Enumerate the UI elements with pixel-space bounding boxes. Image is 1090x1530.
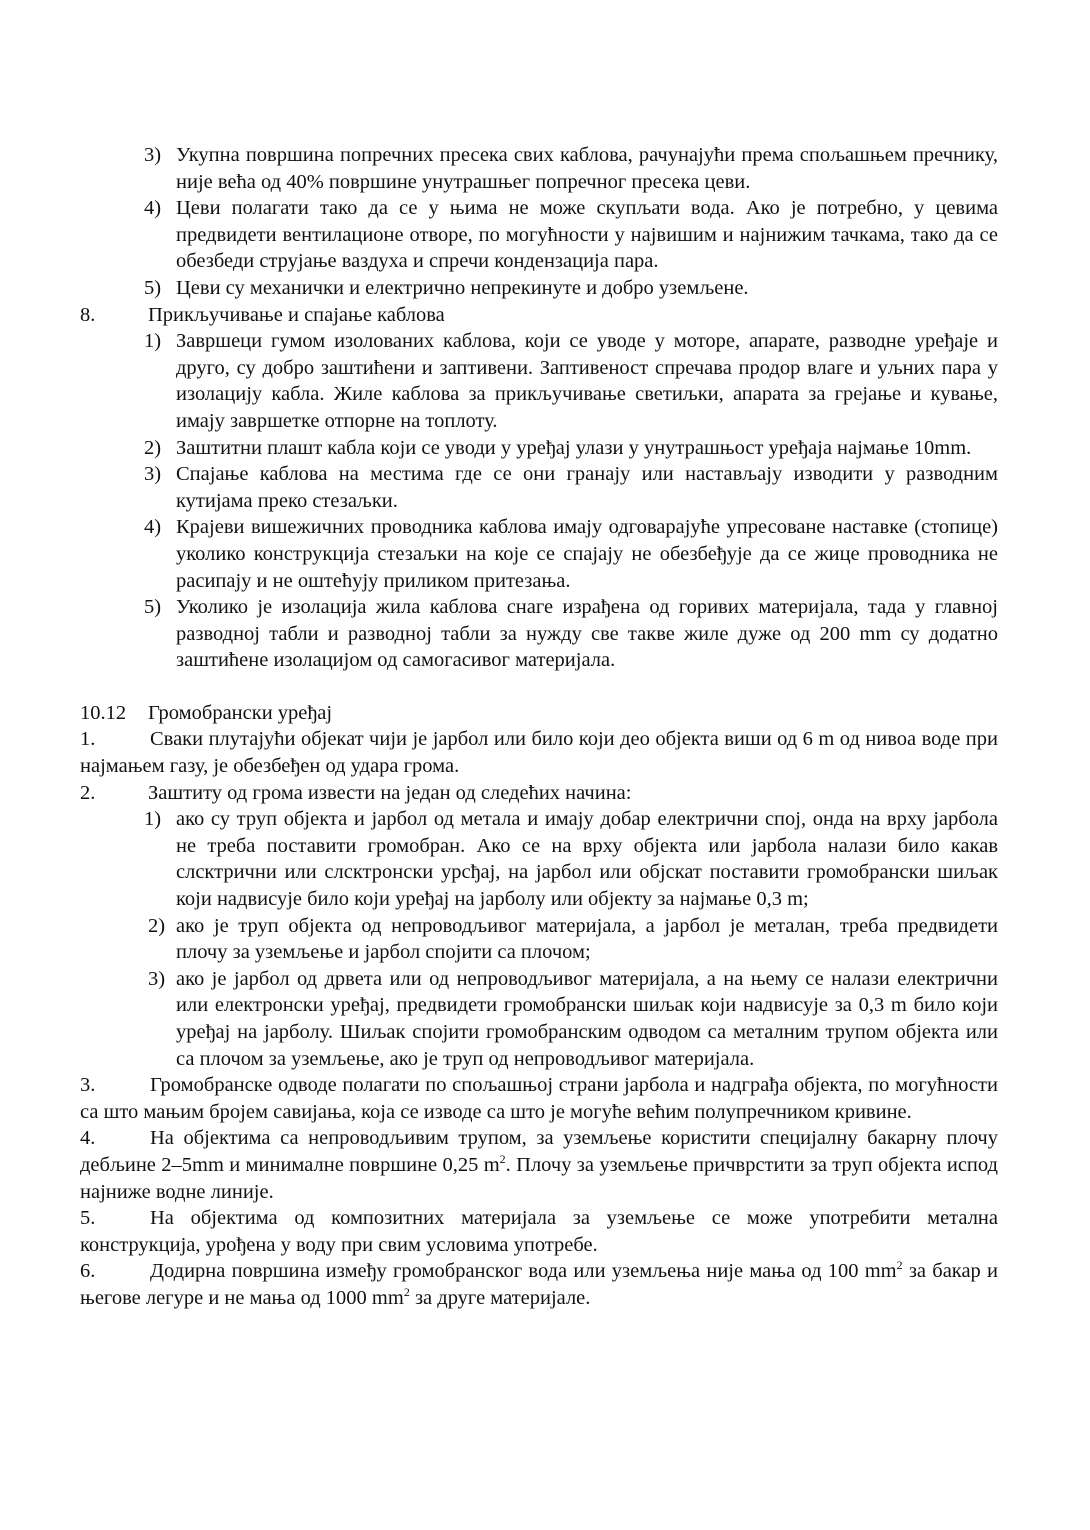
list-item xyxy=(80,594,998,674)
paragraph-number: 5. xyxy=(80,1207,96,1230)
paragraph-number: 3. xyxy=(80,1074,96,1097)
paragraph-text: Додирна површина између громобранског вода или уземљења није мања од 100 mm xyxy=(150,1260,897,1283)
list-number: 2) xyxy=(144,436,162,459)
paragraph-text: за друге материјале. xyxy=(409,1286,591,1309)
paragraph-4 xyxy=(80,1125,998,1205)
paragraph-text: Сваки плутајући објекат чији је јарбол или било који део објекта виши од 6 m од нивоа воде при најмањем газу, је обезбеђен од удара грома. xyxy=(80,728,998,778)
list-text: Уколико је изолација жила каблова снаге израђена од горивих материјала, тада у главној разводној табли и разводној табли за нужду све такве жиле дуже од 200 mm су додатно заштићене изолацијом од самогасивог материјала. xyxy=(176,596,998,672)
list-item xyxy=(80,461,998,514)
superscript: 2 xyxy=(499,1151,506,1166)
paragraph-text: Заштиту од грома извести на један од следећих начина: xyxy=(148,781,632,804)
list-number: 4) xyxy=(144,516,162,539)
paragraph-number: 2. xyxy=(80,781,96,804)
section-title: Прикључивање и спајање каблова xyxy=(148,303,445,326)
superscript: 2 xyxy=(403,1284,410,1299)
section-10-12-heading xyxy=(80,700,998,727)
list-item xyxy=(80,275,998,302)
list-number: 3) xyxy=(148,967,166,990)
section-number: 10.12 xyxy=(80,701,127,724)
list-number: 5) xyxy=(144,596,162,619)
paragraph-3 xyxy=(80,1072,998,1125)
section-number: 8. xyxy=(80,303,96,326)
list-item xyxy=(80,806,998,912)
paragraph-text: На објектима са непроводљивим трупом, за уземљење користити специјалну бакарну плочу дебљине 2–5mm и минималне површине 0,25 m xyxy=(80,1127,998,1176)
section-title: Громобрански уређај xyxy=(148,701,333,724)
paragraph-text: за бакар и његове легуре и не мања од 1000 mm xyxy=(80,1260,998,1309)
list-text: Завршеци гумом изолованих каблова, који се уводе у моторе, апарате, разводне уређаје и друго, су добро заштићени и заптивени. Заптивеност спречава продор влаге и уљних пара у изолацију кабла. Жиле каблова за прикључивање светиљки, апарата за грејање и кување, имају завршетке отпорне на топлоту. xyxy=(176,330,998,432)
list-item xyxy=(80,328,998,434)
list-number: 3) xyxy=(144,144,162,166)
section-8-heading xyxy=(80,302,998,329)
list-text: Крајеви вишежичних проводника каблова имају одговарајуће упресоване наставке (стопице) уколико конструкција стезаљки на које се спајају не обезбеђује да се жице проводника не расипају и не оштећују приликом притезања. xyxy=(176,516,998,592)
list-number: 1) xyxy=(144,330,162,353)
list-number: 1) xyxy=(144,808,162,831)
list-number: 3) xyxy=(144,463,162,486)
list-number: 4) xyxy=(144,197,162,220)
paragraph-number: 1. xyxy=(80,728,96,751)
list-text: Спајање каблова на местима где се они гранају или настављају изводити у разводним кутијама преко стезаљки. xyxy=(176,463,998,512)
list-item xyxy=(80,142,998,195)
list-text: Заштитни плашт кабла који се уводи у уређај улази у унутрашњост уређаја најмање 10mm. xyxy=(176,436,972,459)
list-number: 5) xyxy=(144,276,162,299)
list-text: ако су труп објекта и јарбол од метала и имају добар електрични спој, онда на врху јарбола не треба поставити громобран. Ако се на врху објекта или јарбола налази било какав слсктрични или слсктронски урсђај, на јарбол или објскат поставити громобрански шиљак који надвисује било који уређај на јарболу или објекту за најмање 0,3 m; xyxy=(176,808,998,911)
paragraph-number: 6. xyxy=(80,1260,96,1283)
superscript: 2 xyxy=(896,1258,903,1273)
list-text: ако је труп објекта од непроводљивог материјала, а јарбол је металан, треба предвидети плочу за уземљење и јарбол спојити са плочом; xyxy=(176,914,998,964)
list-text: Цеви полагати тако да се у њима не може скупљати вода. Ако је потребно, у цевима предвидети вентилационе отворе, по могућности у највишим и најнижим тачкама, тако да се обезбеди струјање ваздуха и спречи кондензација пара. xyxy=(176,197,998,273)
list-text: Укупна површина попречних пресека свих каблова, рачунајући према спољашњем пречнику, није већа од 40% површине унутрашњег попречног пресека цеви. xyxy=(176,144,998,193)
list-number: 2) xyxy=(148,914,166,937)
list-item xyxy=(80,514,998,594)
document-page xyxy=(80,142,998,1312)
paragraph-text: На објектима од композитних материјала за уземљење се може употребити метална конструкција, урођена у воду при свим условима употребе. xyxy=(80,1207,998,1256)
paragraph-text: . Плочу за уземљење причврстити за труп објекта испод најниже водне линије. xyxy=(80,1153,998,1203)
paragraph-1 xyxy=(80,726,998,779)
list-item xyxy=(80,966,998,1072)
list-item xyxy=(80,435,998,462)
list-text: ако је јарбол од дрвета или од непроводљивог материјала, а на њему се налази електрични или електронски уређај, предвидети громобрански шиљак који надвисује за 0,3 m било који уређај на јарболу. Шиљак спојити громобранским одводом са металним трупом објекта или са плочом за уземљење, ако је труп од непроводљивог материјала. xyxy=(176,967,998,1070)
list-text: Цеви су механички и електрично непрекинуте и добро уземљене. xyxy=(176,276,749,299)
paragraph-number: 4. xyxy=(80,1127,96,1150)
paragraph-5 xyxy=(80,1205,998,1258)
paragraph-2 xyxy=(80,780,998,807)
list-item xyxy=(80,913,998,966)
list-item xyxy=(80,195,998,275)
paragraph-6 xyxy=(80,1258,998,1311)
paragraph-text: Громобранске одводе полагати по спољашњој страни јарбола и надграђа објекта, по могућности са што мањим бројем савијања, која се изводе са што је могуће већим полупречником кривине. xyxy=(80,1074,998,1123)
